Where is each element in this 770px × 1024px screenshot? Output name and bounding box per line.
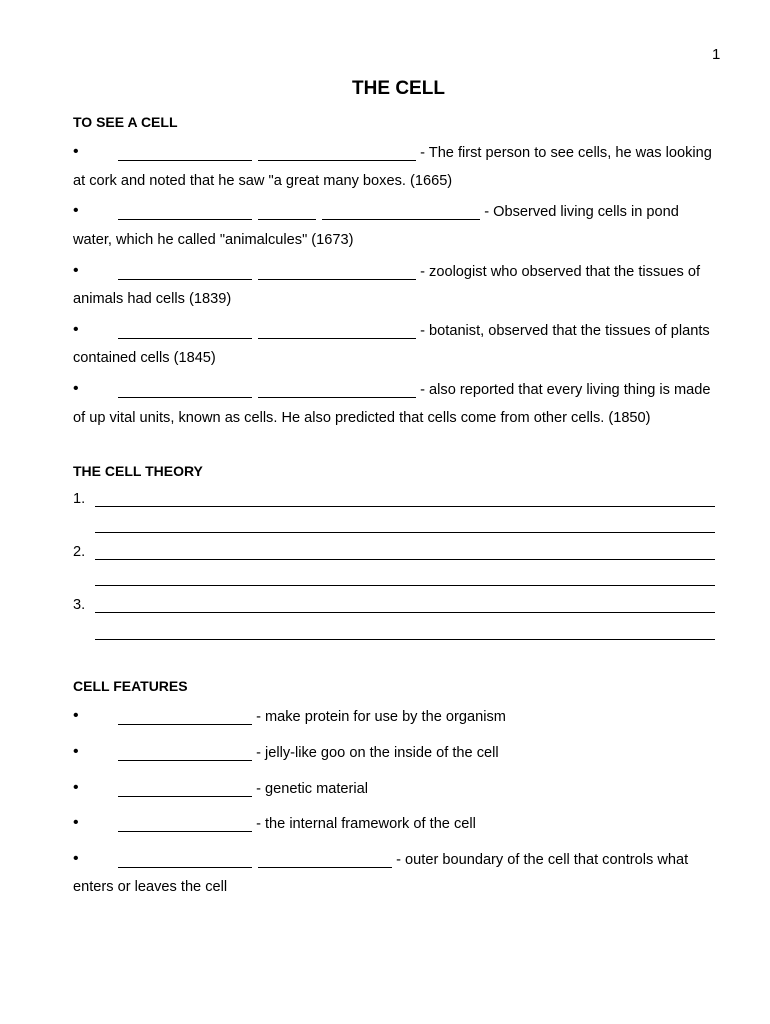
item-continuation: of up vital units, known as cells. He also predicted that cells come from other cells. (1850) bbox=[73, 410, 651, 426]
answer-line[interactable] bbox=[95, 506, 715, 507]
answer-line[interactable] bbox=[95, 639, 715, 640]
item-description: - zoologist who observed that the tissues of bbox=[420, 264, 700, 280]
item-description: - genetic material bbox=[256, 781, 368, 797]
item-description: - outer boundary of the cell that controls what bbox=[396, 852, 689, 868]
list-item bbox=[118, 780, 368, 797]
answer-line[interactable] bbox=[95, 559, 715, 560]
item-description: - The first person to see cells, he was looking bbox=[420, 145, 712, 161]
answer-blank[interactable] bbox=[118, 744, 252, 761]
item-description: - Observed living cells in pond bbox=[484, 204, 679, 220]
answer-blank[interactable] bbox=[118, 263, 252, 280]
section-heading-to-see-a-cell: TO SEE A CELL bbox=[73, 114, 178, 130]
list-item bbox=[118, 708, 506, 725]
answer-line[interactable] bbox=[95, 585, 715, 586]
item-description: - also reported that every living thing is made bbox=[420, 382, 711, 398]
bullet: • bbox=[73, 779, 79, 796]
list-item bbox=[118, 744, 499, 761]
item-description: - make protein for use by the organism bbox=[256, 709, 506, 725]
list-item bbox=[118, 322, 710, 339]
bullet: • bbox=[73, 814, 79, 831]
answer-blank[interactable] bbox=[258, 322, 416, 339]
answer-blank[interactable] bbox=[118, 780, 252, 797]
bullet: • bbox=[73, 707, 79, 724]
list-item bbox=[118, 203, 679, 220]
bullet: • bbox=[73, 321, 79, 338]
page-number: 1 bbox=[712, 46, 721, 63]
answer-blank[interactable] bbox=[322, 203, 480, 220]
section-heading-cell-features: CELL FEATURES bbox=[73, 678, 188, 694]
bullet: • bbox=[73, 743, 79, 760]
theory-number: 2. bbox=[73, 544, 86, 560]
answer-blank[interactable] bbox=[118, 381, 252, 398]
list-item bbox=[118, 263, 700, 280]
page-title: THE CELL bbox=[352, 78, 445, 99]
answer-line[interactable] bbox=[95, 612, 715, 613]
theory-number: 1. bbox=[73, 491, 86, 507]
bullet: • bbox=[73, 143, 79, 160]
answer-blank[interactable] bbox=[118, 322, 252, 339]
answer-line[interactable] bbox=[95, 532, 715, 533]
list-item bbox=[118, 381, 711, 398]
list-item bbox=[118, 851, 688, 868]
answer-blank[interactable] bbox=[118, 851, 252, 868]
bullet: • bbox=[73, 202, 79, 219]
bullet: • bbox=[73, 850, 79, 867]
answer-blank[interactable] bbox=[258, 203, 316, 220]
answer-blank[interactable] bbox=[118, 708, 252, 725]
answer-blank[interactable] bbox=[118, 203, 252, 220]
answer-blank[interactable] bbox=[258, 851, 392, 868]
list-item bbox=[118, 144, 712, 161]
bullet: • bbox=[73, 262, 79, 279]
list-item bbox=[118, 815, 476, 832]
item-description: - botanist, observed that the tissues of plants bbox=[420, 323, 710, 339]
answer-blank[interactable] bbox=[258, 381, 416, 398]
item-description: - jelly-like goo on the inside of the cell bbox=[256, 745, 499, 761]
answer-blank[interactable] bbox=[258, 263, 416, 280]
answer-blank[interactable] bbox=[118, 815, 252, 832]
item-continuation: enters or leaves the cell bbox=[73, 879, 228, 895]
answer-blank[interactable] bbox=[258, 144, 416, 161]
item-continuation: animals had cells (1839) bbox=[73, 291, 232, 307]
theory-number: 3. bbox=[73, 597, 86, 613]
item-continuation: at cork and noted that he saw "a great many boxes. (1665) bbox=[73, 173, 453, 189]
item-description: - the internal framework of the cell bbox=[256, 816, 476, 832]
item-continuation: contained cells (1845) bbox=[73, 350, 216, 366]
item-continuation: water, which he called "animalcules" (1673) bbox=[73, 232, 354, 248]
section-heading-cell-theory: THE CELL THEORY bbox=[73, 463, 203, 479]
bullet: • bbox=[73, 380, 79, 397]
answer-blank[interactable] bbox=[118, 144, 252, 161]
